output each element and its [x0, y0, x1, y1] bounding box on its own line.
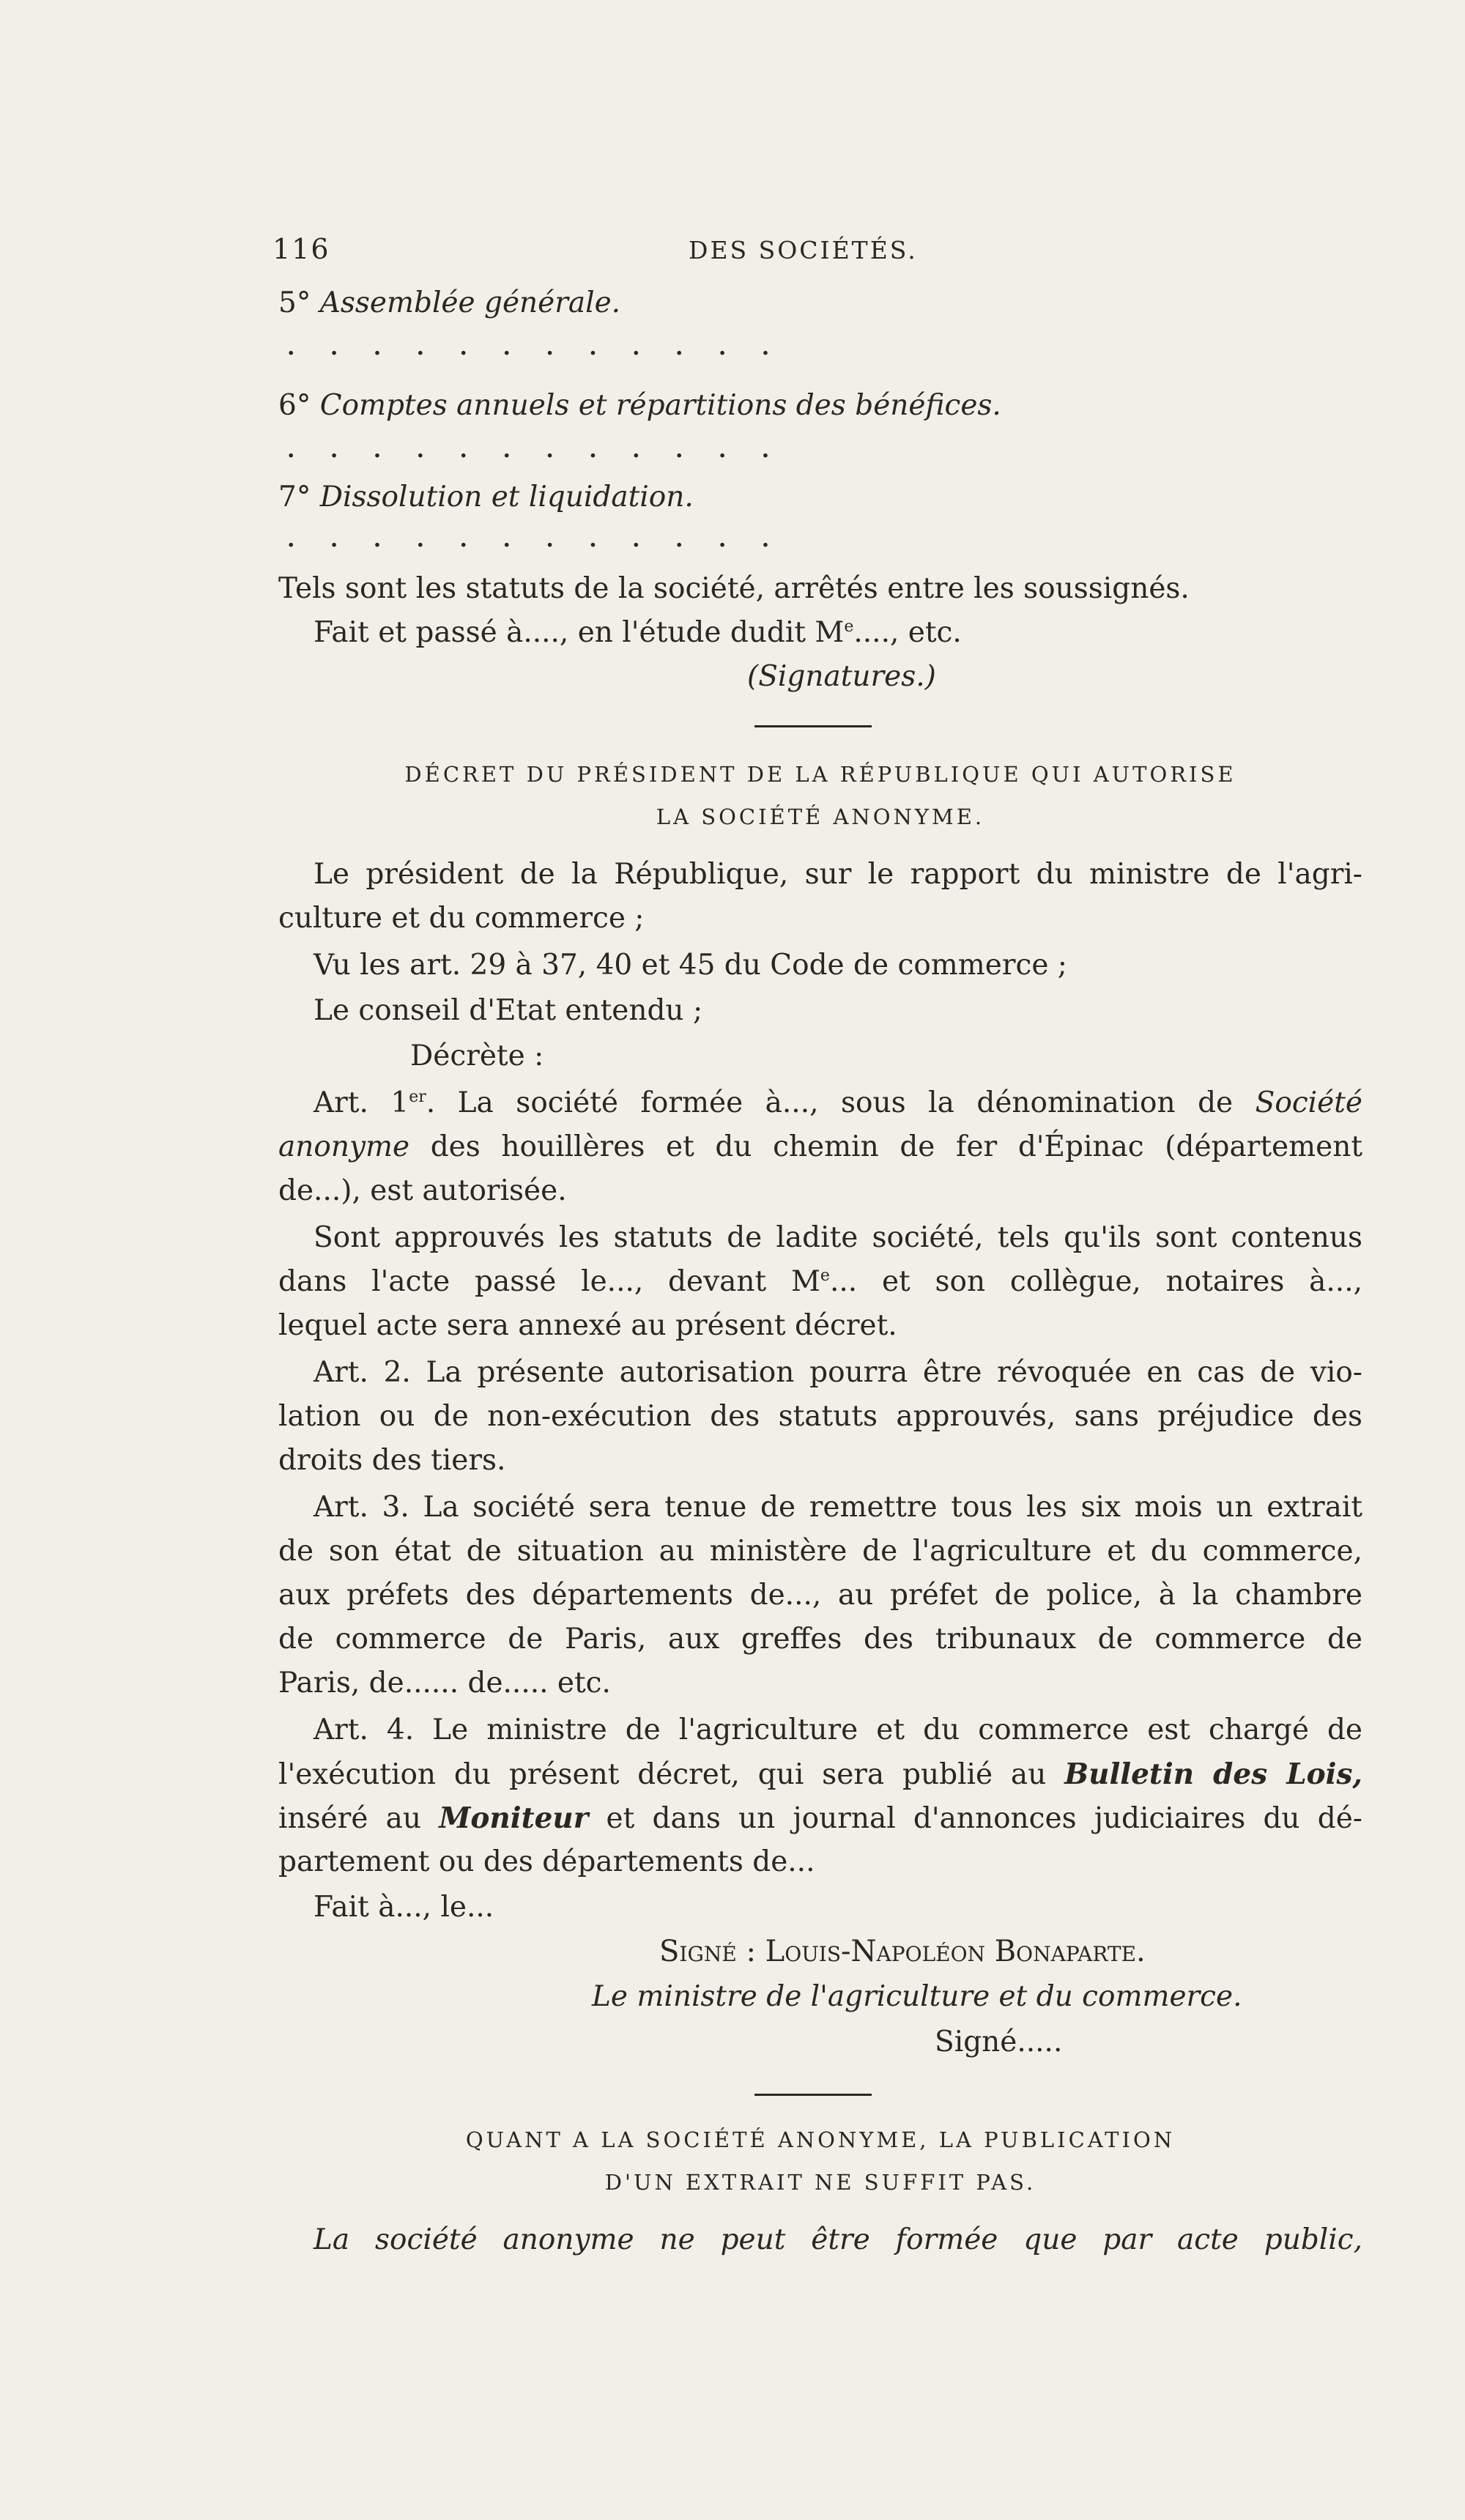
italic-term: anonyme	[278, 1130, 410, 1163]
text-part: dans l'acte passé le..., devant M	[278, 1265, 820, 1298]
article-2-line3: droits des tiers.	[278, 1444, 506, 1477]
section-title: Assemblée générale.	[319, 286, 621, 319]
section-title: Comptes annuels et répartitions des bénéfices.	[319, 389, 1001, 422]
article-4-line3	[278, 1801, 1362, 1837]
superscript: e	[820, 1267, 830, 1285]
superscript: er	[409, 1088, 426, 1106]
text-part: et dans un journal d'annonces judiciaires du dé-	[606, 1802, 1362, 1835]
decree-decrees: Décrète :	[410, 1040, 544, 1072]
article-2-line2: lation ou de non-exécution des statuts approuvés, sans préjudice des	[278, 1400, 1362, 1433]
section-number: 5°	[278, 286, 311, 319]
italic-term: Moniteur	[439, 1801, 589, 1835]
text-part: ... et son collègue, notaires à...,	[829, 1265, 1362, 1298]
article-4-line2	[278, 1757, 1362, 1793]
section-7-heading	[278, 480, 694, 515]
decree-heading-line2: LA SOCIÉTÉ ANONYME.	[656, 804, 985, 829]
article-3-line4: de commerce de Paris, aux greffes des tribunaux de commerce de	[278, 1623, 1362, 1656]
text-part: l'exécution du présent décret, qui sera publié au	[278, 1758, 1047, 1791]
minister-signature: Signé.....	[935, 2026, 1063, 2058]
decree-visa: Vu les art. 29 à 37, 40 et 45 du Code de commerce ;	[314, 949, 1067, 982]
decree-heading-line1: DÉCRET DU PRÉSIDENT DE LA RÉPUBLIQUE QUI AUTORISE	[404, 762, 1236, 787]
decree-para-1: Le président de la République, sur le rapport du ministre de l'agri-	[314, 858, 1362, 891]
decree-para-1-cont: culture et du commerce ;	[278, 902, 645, 935]
article-3-line5: Paris, de...... de..... etc.	[278, 1667, 611, 1700]
decree-council: Le conseil d'Etat entendu ;	[314, 994, 703, 1027]
article-4-line4: partement ou des départements de...	[278, 1845, 815, 1878]
article-3-line2: de son état de situation au ministère de l'agriculture et du commerce,	[278, 1535, 1362, 1568]
publication-heading-line1: QUANT A LA SOCIÉTÉ ANONYME, LA PUBLICATION	[465, 2127, 1176, 2152]
ellipsis-dots: . . . . . . . . . . . .	[287, 527, 784, 552]
text-part: . La société formée à..., sous la dénomination de	[426, 1086, 1234, 1119]
decree-signature: Signé : Louis-Napoléon Bonaparte.	[659, 1935, 1146, 1968]
ellipsis-dots: . . . . . . . . . . . .	[287, 335, 784, 360]
decree-done-at: Fait à..., le...	[314, 1891, 494, 1924]
article-2-line1: Art. 2. La présente autorisation pourra être révoquée en cas de vio-	[314, 1356, 1362, 1389]
text-part: ...., etc.	[853, 616, 962, 649]
article-3-line3: aux préfets des départements de..., au préfet de police, à la chambre	[278, 1579, 1362, 1612]
approval-line2	[278, 1264, 1362, 1300]
closing-statutes: Tels sont les statuts de la société, arrêtés entre les soussignés.	[278, 572, 1190, 605]
approval-line3: lequel acte sera annexé au présent décret.	[278, 1309, 897, 1342]
ellipsis-dots: . . . . . . . . . . . .	[287, 437, 784, 463]
section-title: Dissolution et liquidation.	[319, 481, 694, 514]
text-part: Fait et passé à...., en l'étude dudit M	[314, 616, 845, 649]
italic-term: Société	[1255, 1086, 1362, 1119]
article-1-line2	[278, 1130, 1362, 1165]
signatures-note: (Signatures.)	[747, 660, 936, 693]
section-5-heading	[278, 286, 620, 321]
page-number: 116	[272, 233, 330, 265]
publication-heading-line2: D'UN EXTRAIT NE SUFFIT PAS.	[604, 2170, 1036, 2195]
closing-done-at	[314, 615, 962, 651]
article-1-line3: de...), est autorisée.	[278, 1174, 567, 1207]
section-number: 6°	[278, 389, 311, 422]
running-title: DES SOCIÉTÉS.	[689, 236, 918, 264]
text-part: des houillères et du chemin de fer d'Épinac (département	[430, 1130, 1362, 1163]
separator-rule	[754, 725, 872, 727]
section-6-heading	[278, 388, 1001, 423]
italic-term: Bulletin des Lois,	[1064, 1757, 1362, 1791]
section-number: 7°	[278, 481, 311, 514]
article-3-line1: Art. 3. La société sera tenue de remettre tous les six mois un extrait	[314, 1491, 1362, 1524]
superscript: e	[844, 618, 854, 636]
approval-line1: Sont approuvés les statuts de ladite société, tels qu'ils sont contenus	[314, 1221, 1362, 1254]
minister-line: Le ministre de l'agriculture et du commerce.	[592, 1980, 1242, 2013]
publication-text: La société anonyme ne peut être formée que par acte public,	[314, 2223, 1362, 2256]
separator-rule	[754, 2094, 872, 2096]
text-part: Art. 1	[314, 1086, 409, 1119]
article-1-line1	[314, 1086, 1362, 1121]
article-4-line1: Art. 4. Le ministre de l'agriculture et du commerce est chargé de	[314, 1713, 1362, 1746]
text-part: inséré au	[278, 1802, 421, 1835]
